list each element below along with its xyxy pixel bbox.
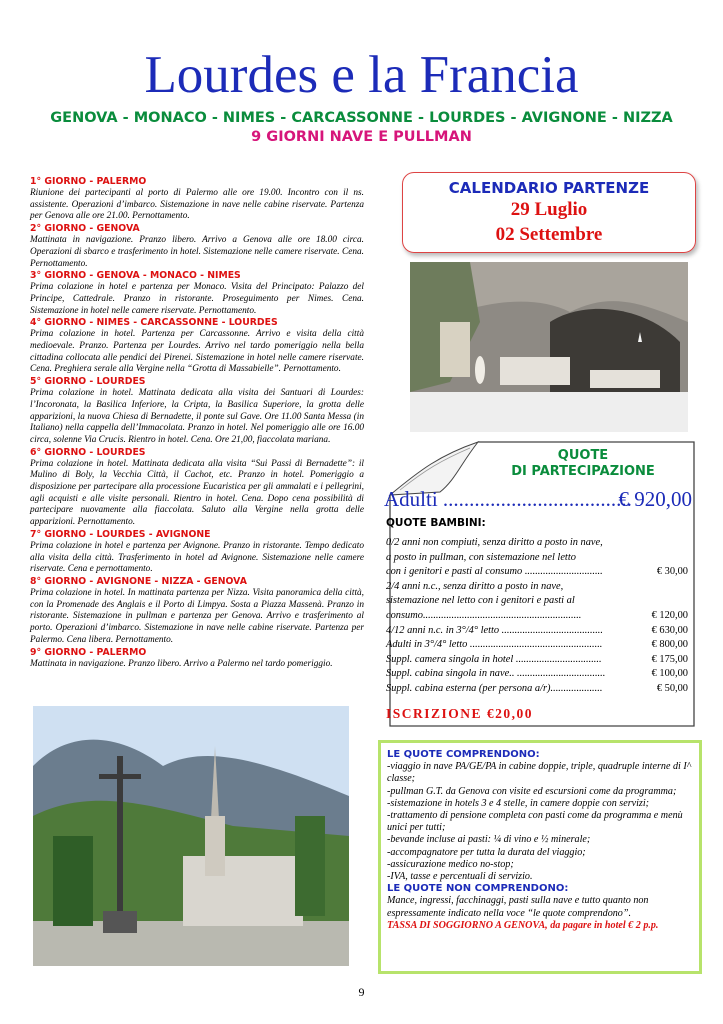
itinerary-day <box>30 176 364 223</box>
adult-label: Adulti .................................... <box>384 487 632 511</box>
grotto-illustration <box>410 262 688 432</box>
included-item: -accompagnatore per tutta la durata del viaggio; <box>387 846 586 858</box>
day-description: Mattinata in navigazione. Pranzo libero. Arrivo a Palermo nel tardo pomeriggio. <box>30 658 333 669</box>
adult-price: € 920,00 <box>618 487 692 511</box>
price-row <box>386 551 688 566</box>
price-row <box>386 536 688 551</box>
quote-heading-line: QUOTE <box>557 448 609 463</box>
day-heading: 5° GIORNO - LOURDES <box>30 376 146 388</box>
day-heading: 9° GIORNO - PALERMO <box>30 646 147 658</box>
included-item: -assicurazione medico no-stop; <box>387 858 514 870</box>
day-heading: 4° GIORNO - NIMES - CARCASSONNE - LOURDES <box>30 317 278 329</box>
price-label: 2/4 anni n.c., senza diritto a posto in nave, <box>386 580 564 592</box>
departure-calendar <box>402 172 696 253</box>
price-label: con i genitori e pasti al consumo .............................. <box>386 566 603 578</box>
excluded-heading: LE QUOTE NON COMPRENDONO: <box>387 883 569 895</box>
day-description: Prima colazione in hotel. Mattinata dedicata alla visita “Sui Passi di Bernadette”: il Mulino di Boly, la Vecchia Città, il Cachot, etc. Pranzo in hotel. Pomeriggio a disposizione per partecipare alla processione Eucaristica per gli ammalati e i pellegrini, agli acquisti e alle visite personali. Rientro in hotel. Cena. Dopo cena possibilità di partecipare nuovamente alla fiaccolata. Saluto alla Vergine nella grotta delle apparizioni. Pernottamento. <box>30 458 364 528</box>
day-description: Riunione dei partecipanti al porto di Palermo alle ore 19.00. Incontro con il ns. assistente. Operazioni d’imbarco. Sistemazione in nave nelle cabine riservate. Partenza per Genova alle ore 21.00. Pernottamento. <box>30 188 364 222</box>
day-description: Prima colazione in hotel. Mattinata dedicata alla visita dei Santuari di Lourdes: l’Incoronata, la Basilica Inferiore, la Cripta, la Basilica Superiore, la grotta delle apparizioni, la nuova Chiesa di Bernadette, il ponte sul Gave. Ore 11.00 Santa Messa (in Italiano) nella cappella dell’Immacolata. Pranzo in hotel. Nel pomeriggio alle ore 16.00 circa, solenne Via Crucis. Rientro in hotel. Cena. Ore 21,00, fiaccolata mariana. <box>30 388 364 445</box>
price-label: 4/12 anni n.c. in 3°/4° letto ....................................... <box>386 624 603 636</box>
itinerary-day <box>30 529 364 576</box>
price-table <box>386 536 688 697</box>
day-heading: 2° GIORNO - GENOVA <box>30 223 140 235</box>
included-item: -IVA, tasse e percentuali di servizio. <box>387 871 533 883</box>
included-item: -viaggio in nave PA/GE/PA in cabine doppie, triple, quadruple interne di I^ classe; <box>387 761 691 785</box>
price-row <box>386 594 688 609</box>
price-row <box>386 638 688 653</box>
price-row <box>386 653 688 668</box>
departure-date: 02 Settembre <box>495 224 603 245</box>
page-title: Lourdes e la Francia <box>144 46 579 104</box>
included-item: -bevande incluse ai pasti: ¼ di vino e ½ minerale; <box>387 834 591 846</box>
adult-price-row <box>384 487 692 512</box>
calendar-heading: CALENDARIO PARTENZE <box>448 179 650 197</box>
price-value: € 630,00 <box>651 624 688 636</box>
price-label: Suppl. camera singola in hotel ................................. <box>386 653 602 665</box>
price-label: 0/2 anni non compiuti, senza diritto a posto in nave, <box>386 537 603 548</box>
day-heading: 8° GIORNO - AVIGNONE - NIZZA - GENOVA <box>30 575 247 587</box>
price-row <box>386 624 688 639</box>
day-description: Prima colazione in hotel e partenza per Avignone. Pranzo in ristorante. Tempo dedicato alla visita della città. Trasferimento in hotel ad Avignone. Sistemazione nelle camere riservate. Cena e pernottamento. <box>30 540 364 575</box>
included-content <box>387 749 693 932</box>
excluded-text: Mance, ingressi, facchinaggi, pasti sulla nave e tutto quanto non espressamente indicato nella voce “le quote comprendono”. <box>387 895 649 919</box>
price-label: consumo............................................................. <box>386 609 582 621</box>
day-description: Mattinata in navigazione. Pranzo libero. Arrivo a Genova alle ore 18.00 circa. Operazioni di sbarco e trasferimento in hotel. Sistemazione nelle camere riservate. Cena. Pernottamento. <box>30 235 364 269</box>
day-heading: 3° GIORNO - GENOVA - MONACO - NIMES <box>30 270 241 282</box>
quote-heading <box>468 448 698 480</box>
departure-date: 29 Luglio <box>510 199 588 220</box>
price-value: € 30,00 <box>656 566 688 578</box>
price-row <box>386 667 688 682</box>
price-row <box>386 682 688 697</box>
day-description: Prima colazione in hotel. In mattinata partenza per Nizza. Visita panoramica della città, con la Promenade des Anglais e il Porto di Limpya. Sosta a Piazza Massenà. Pranzo in ristorante. Sistemazione in pullman e partenza per Genova. Arrivo e trasferimento al porto. Operazioni d’imbarco. Sistemazione in nave nelle cabine riservate. Partenza per Palermo. Cena libera. Pernottamento. <box>30 587 364 645</box>
itinerary-day <box>30 317 364 376</box>
itinerary-day <box>30 223 364 270</box>
trip-subtitle: 9 GIORNI NAVE E PULLMAN <box>251 129 472 145</box>
tax-note: TASSA DI SOGGIORNO A GENOVA, da pagare in hotel € 2 p.p. <box>387 919 659 931</box>
price-value: € 800,00 <box>651 639 688 651</box>
price-label: Suppl. cabina singola in nave.. .................................. <box>386 668 606 680</box>
price-value: € 120,00 <box>651 609 688 621</box>
included-item: -trattamento di pensione completa con pasti come da programma e menù unici per tutti; <box>387 810 683 834</box>
basilica-photo <box>33 706 349 966</box>
quote-section <box>380 440 698 730</box>
price-label: Suppl. cabina esterna (per persona a/r).................... <box>386 682 603 694</box>
page-number: 9 <box>358 985 365 999</box>
itinerary-day <box>30 647 364 671</box>
quote-heading-line: DI PARTECIPAZIONE <box>511 464 655 479</box>
itinerary <box>30 176 364 670</box>
registration-fee: ISCRIZIONE €20,00 <box>386 706 534 721</box>
itinerary-day <box>30 447 364 529</box>
price-label: sistemazione nel letto con i genitori e pasti al <box>386 595 575 607</box>
included-box <box>378 740 702 974</box>
included-item: -pullman G.T. da Genova con visite ed escursioni come da programma; <box>387 785 677 797</box>
day-heading: 1° GIORNO - PALERMO <box>30 176 147 187</box>
price-label: Adulti in 3°/4° letto ................................................... <box>386 639 603 651</box>
price-value: € 100,00 <box>651 668 688 680</box>
price-row <box>386 609 688 624</box>
grotto-photo <box>410 262 688 432</box>
itinerary-day <box>30 576 364 647</box>
price-value: € 50,00 <box>656 682 688 694</box>
itinerary-day <box>30 376 364 447</box>
day-description: Prima colazione in hotel e partenza per Monaco. Visita del Principato: Palazzo del Principe, Cattedrale. Pranzo in ristorante. Proseguimento per Nimes. Cena. Sistemazione in hotel nelle camere riservate. Pernottamento. <box>30 282 364 316</box>
price-value: € 175,00 <box>651 653 688 665</box>
basilica-illustration <box>33 706 349 966</box>
included-heading: LE QUOTE COMPRENDONO: <box>387 749 540 760</box>
children-heading: QUOTE BAMBINI: <box>386 517 486 529</box>
itinerary-day <box>30 270 364 317</box>
price-row <box>386 580 688 595</box>
price-row <box>386 565 688 580</box>
day-heading: 6° GIORNO - LOURDES <box>30 446 146 458</box>
day-heading: 7° GIORNO - LOURDES - AVIGNONE <box>30 528 211 540</box>
day-description: Prima colazione in hotel. Partenza per Carcassonne. Arrivo e visita della città medioevale. Pranzo. Partenza per Lourdes. Arrivo nel tardo pomeriggio nella bella cittadina collocata alle pendici dei Pirenei. Sistemazione in hotel nelle camere riservate. Cena. Preghiera serale alla Vergine nella “Grotta di Massabielle”. Pernottamento. <box>30 329 364 375</box>
included-item: -sistemazione in hotels 3 e 4 stelle, in camere doppie con servizi; <box>387 797 650 809</box>
price-label: a posto in pullman, con sistemazione nel letto <box>386 551 576 563</box>
route-line: GENOVA - MONACO - NIMES - CARCASSONNE - LOURDES - AVIGNONE - NIZZA <box>50 110 673 126</box>
